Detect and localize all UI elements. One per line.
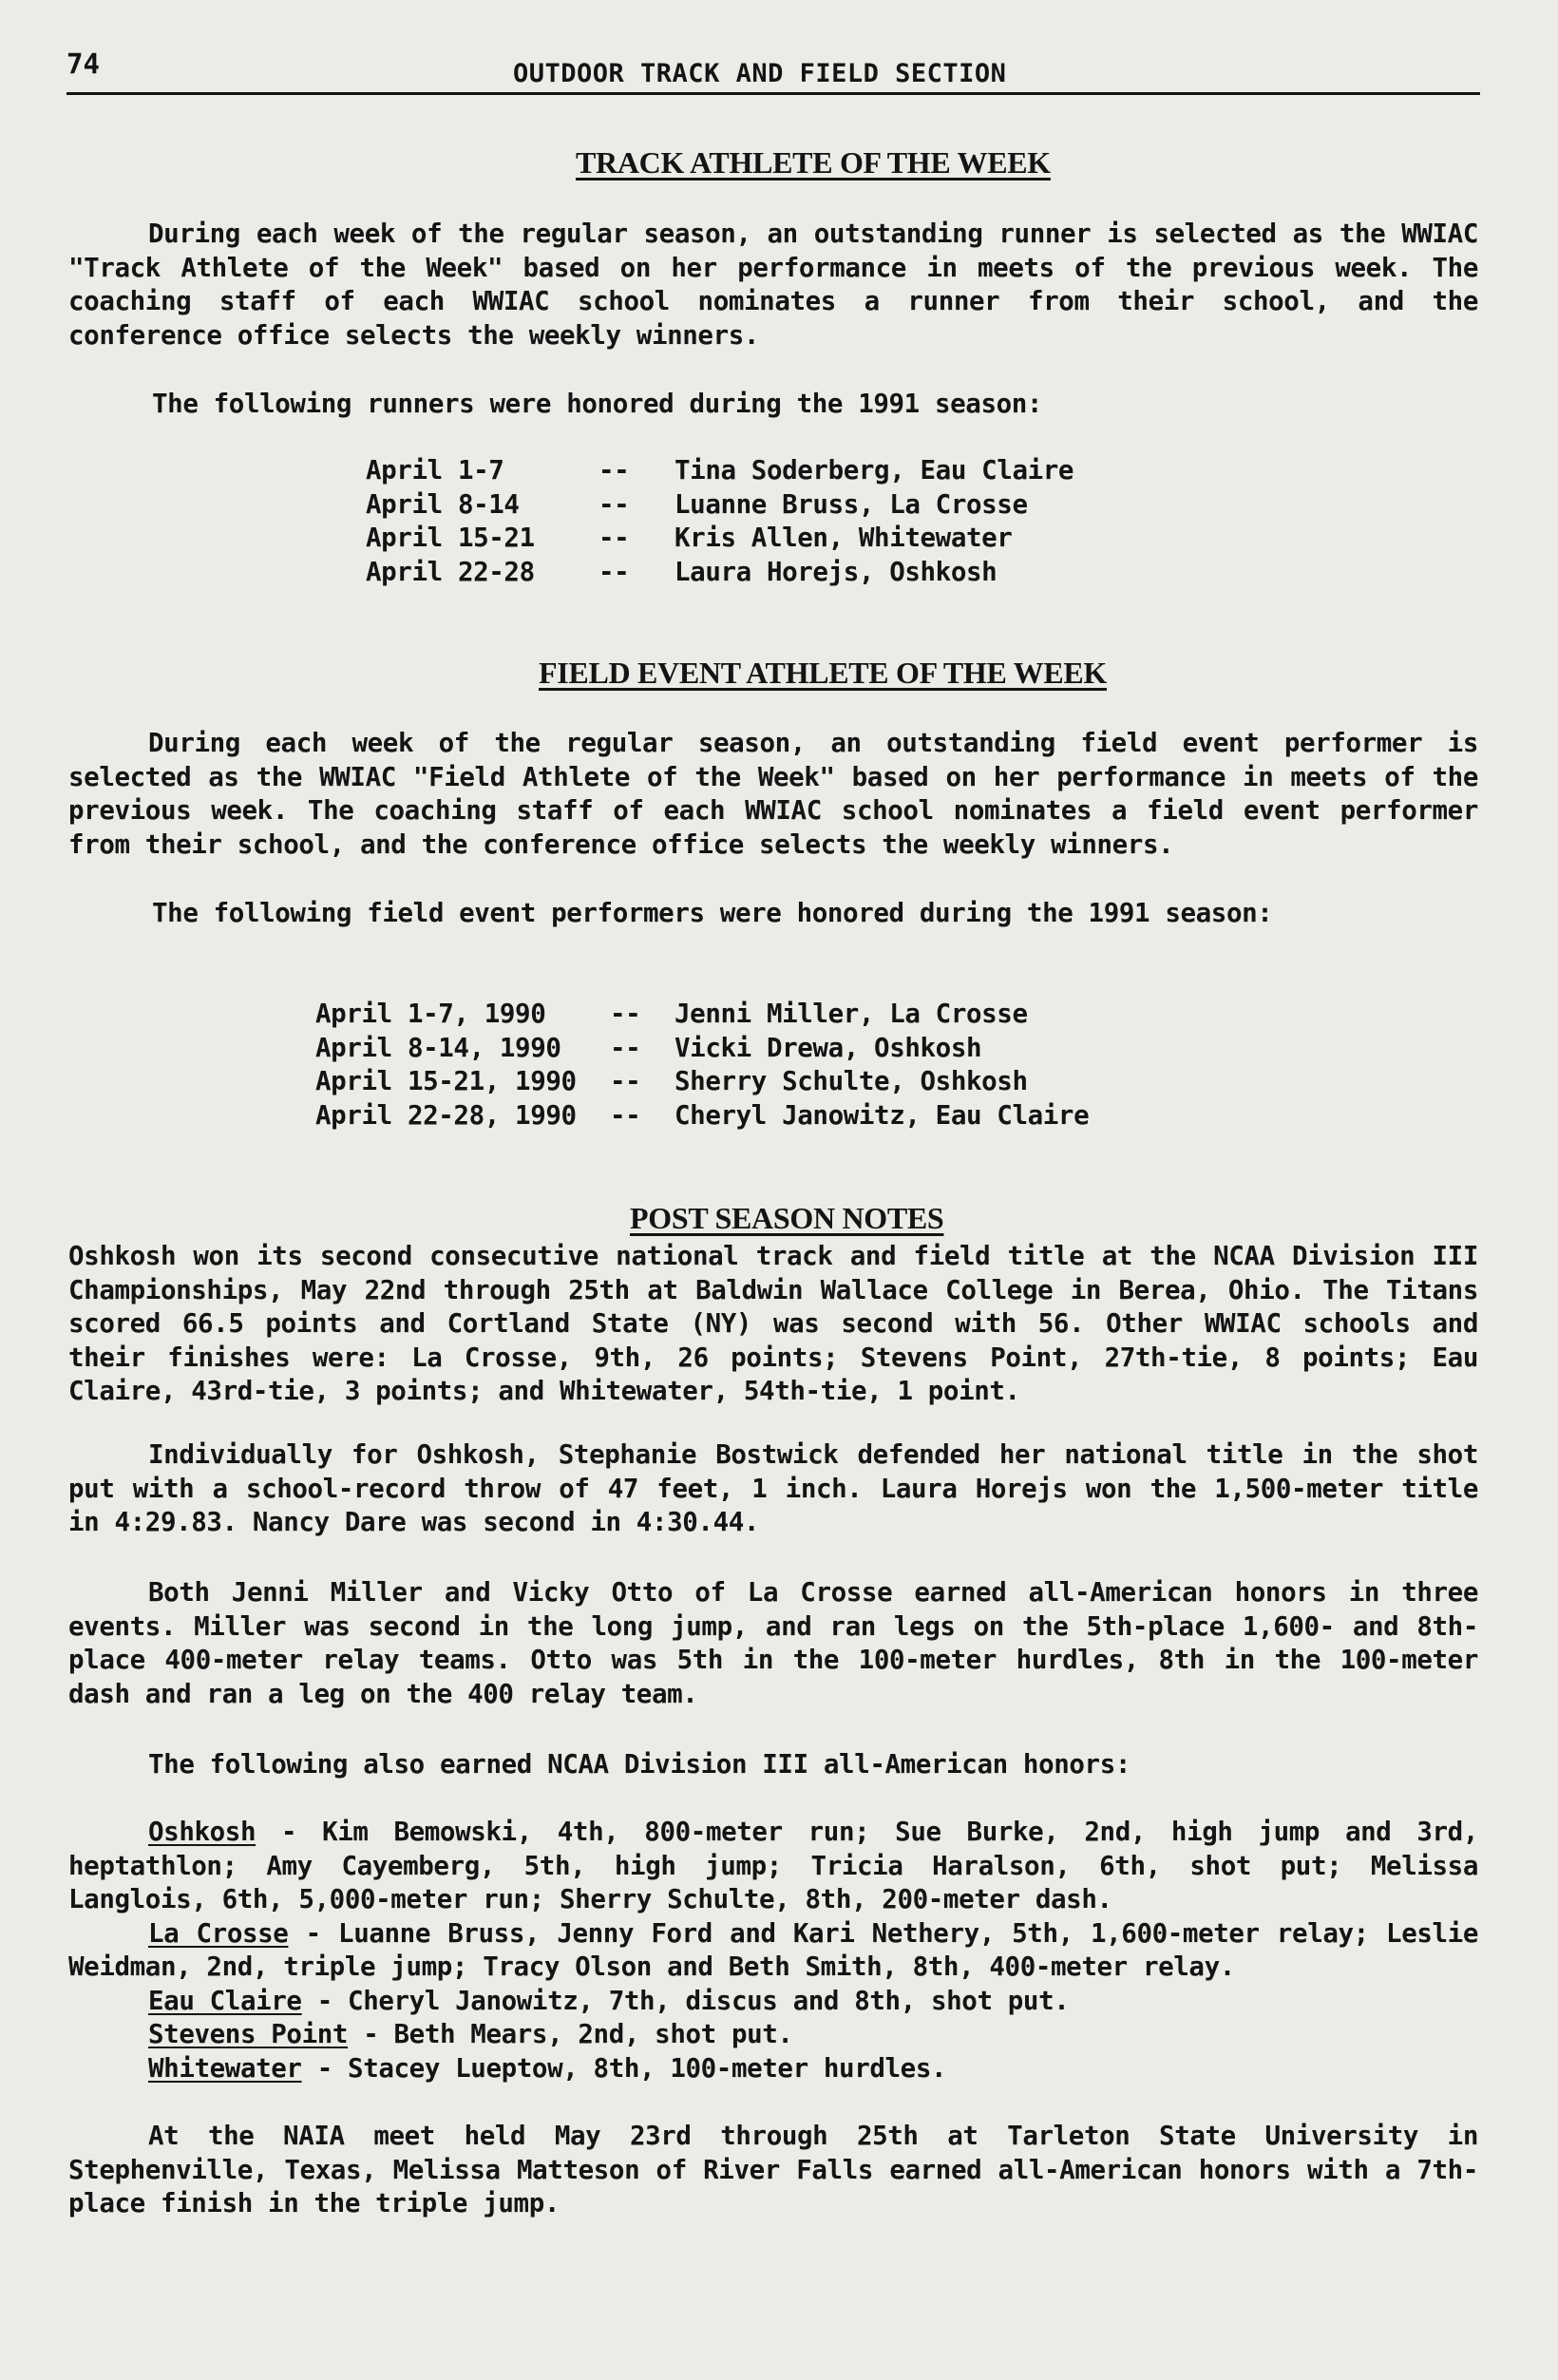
honoree-separator: -- bbox=[610, 1099, 641, 1131]
header-rule bbox=[66, 92, 1480, 95]
honoree-row bbox=[366, 556, 1126, 590]
honoree-separator: -- bbox=[598, 488, 630, 520]
honoree-dates: April 22-28 bbox=[366, 556, 535, 587]
page-number: 74 bbox=[66, 48, 100, 80]
post-paragraph-2: Individually for Oshkosh, Stephanie Bostwick defended her national title in the shot put with a school-record throw of 47 feet, 1 inch. Laura Horejs won the 1,500-meter title in 4:29.83. Nancy Dare was second in 4:30.44. bbox=[68, 1439, 1478, 1537]
honoree-separator: -- bbox=[610, 999, 641, 1029]
honoree-dates: April 15-21 bbox=[366, 523, 535, 553]
school-entry bbox=[68, 1816, 1478, 1917]
school-honors: - Luanne Bruss, Jenny Ford and Kari Nethery, 5th, 1,600-meter relay; Leslie Weidman, 2nd, triple jump; Tracy Olson and Beth Smith, 8th, 400-meter relay. bbox=[68, 1917, 1478, 1982]
honoree-separator: -- bbox=[598, 455, 630, 486]
honoree-row bbox=[315, 998, 1170, 1032]
honoree-name: Cheryl Janowitz, Eau Claire bbox=[674, 1099, 1090, 1131]
post-paragraph-3: Both Jenni Miller and Vicky Otto of La Crosse earned all-American honors in three events. Miller was second in the long jump, and ran legs on the 5th-place 1,600- and 8th-place 400-meter relay teams. Otto was 5th in the 100-meter hurdles, 8th in the 100-meter dash and ran a leg on the 400 relay team. bbox=[68, 1577, 1478, 1709]
school-entry bbox=[68, 2018, 1478, 2052]
honoree-name: Tina Soderberg, Eau Claire bbox=[674, 455, 1074, 486]
school-honors: - Cheryl Janowitz, 7th, discus and 8th, shot put. bbox=[301, 1985, 1070, 2016]
field-honorees bbox=[315, 998, 1170, 1133]
field-intro: The following field event performers were honored during the 1991 season: bbox=[152, 898, 1273, 928]
school-name: Eau Claire bbox=[148, 1985, 302, 2016]
honoree-dates: April 8-14, 1990 bbox=[315, 1032, 561, 1063]
post-paragraph-4: The following also earned NCAA Division III all-American honors: bbox=[148, 1749, 1131, 1780]
post-paragraph-5: At the NAIA meet held May 23rd through 25th at Tarleton State University in Stephenville, Texas, Melissa Matteson of River Falls earned all-American honors with a 7th-place finish in the triple jump. bbox=[68, 2121, 1478, 2218]
honoree-name: Kris Allen, Whitewater bbox=[674, 523, 1013, 553]
school-name: Oshkosh bbox=[148, 1817, 256, 1847]
honoree-separator: -- bbox=[598, 556, 630, 587]
school-entry bbox=[68, 1985, 1478, 2019]
section-title: OUTDOOR TRACK AND FIELD SECTION bbox=[513, 59, 1007, 88]
school-honors: - Kim Bemowski, 4th, 800-meter run; Sue Burke, 2nd, high jump and 3rd, heptathlon; Amy Cayemberg, 5th, high jump; Tricia Haralson, 6th, shot put; Melissa Langlois, 6th, 5,000-meter run; Sherry Schulte, 8th, 200-meter dash. bbox=[68, 1817, 1478, 1914]
post-paragraph-1: Oshkosh won its second consecutive national track and field title at the NCAA Division III Championships, May 22nd through 25th at Baldwin Wallace College in Berea, Ohio. The Titans scored 66.5 points and Cortland State (NY) was second with 56. Other WWIAC schools and their finishes were: La Crosse, 9th, 26 points; Stevens Point, 27th-tie, 8 points; Eau Claire, 43rd-tie, 3 points; and Whitewater, 54th-tie, 1 point. bbox=[68, 1241, 1478, 1406]
school-entry bbox=[68, 1917, 1478, 1985]
school-name: Stevens Point bbox=[148, 2019, 349, 2049]
school-honors: - Stacey Lueptow, 8th, 100-meter hurdles. bbox=[301, 2052, 947, 2084]
track-honorees bbox=[366, 454, 1126, 589]
honoree-dates: April 1-7 bbox=[366, 455, 504, 486]
track-intro: The following runners were honored during the 1991 season: bbox=[152, 389, 1043, 419]
track-heading: TRACK ATHLETE OF THE WEEK bbox=[576, 145, 1051, 180]
honoree-dates: April 22-28, 1990 bbox=[315, 1099, 577, 1131]
honoree-separator: -- bbox=[598, 523, 630, 553]
school-name: Whitewater bbox=[148, 2052, 302, 2084]
school-entry bbox=[68, 2052, 1478, 2086]
school-honors: - Beth Mears, 2nd, shot put. bbox=[348, 2019, 793, 2049]
honoree-dates: April 1-7, 1990 bbox=[315, 999, 546, 1029]
honoree-row bbox=[366, 454, 1126, 488]
school-name: La Crosse bbox=[148, 1917, 289, 1949]
honoree-separator: -- bbox=[610, 1066, 641, 1096]
post-season-heading: POST SEASON NOTES bbox=[630, 1201, 944, 1235]
honoree-dates: April 8-14 bbox=[366, 488, 520, 520]
honoree-name: Jenni Miller, La Crosse bbox=[674, 999, 1028, 1029]
field-heading: FIELD EVENT ATHLETE OF THE WEEK bbox=[539, 656, 1107, 690]
honoree-row bbox=[315, 1032, 1170, 1066]
honoree-name: Vicki Drewa, Oshkosh bbox=[674, 1032, 982, 1063]
honoree-name: Laura Horejs, Oshkosh bbox=[674, 556, 998, 587]
honoree-row bbox=[366, 488, 1126, 523]
honoree-separator: -- bbox=[610, 1032, 641, 1063]
honoree-name: Sherry Schulte, Oshkosh bbox=[674, 1066, 1028, 1096]
all-american-list bbox=[68, 1816, 1478, 2085]
track-description: During each week of the regular season, an outstanding runner is selected as the WWIAC "Track Athlete of the Week" based on her performance in meets of the previous week. The coaching staff of each WWIAC school nominates a runner from their school, and the conference office selects the weekly winners. bbox=[68, 219, 1478, 351]
honoree-name: Luanne Bruss, La Crosse bbox=[674, 488, 1028, 520]
honoree-row bbox=[315, 1065, 1170, 1099]
honoree-dates: April 15-21, 1990 bbox=[315, 1066, 577, 1096]
honoree-row bbox=[366, 522, 1126, 556]
field-description: During each week of the regular season, an outstanding field event performer is selected as the WWIAC "Field Athlete of the Week" based on her performance in meets of the previous week. The coaching staff of each WWIAC school nominates a field event performer from their school, and the conference office selects the weekly winners. bbox=[68, 728, 1478, 860]
honoree-row bbox=[315, 1099, 1170, 1133]
